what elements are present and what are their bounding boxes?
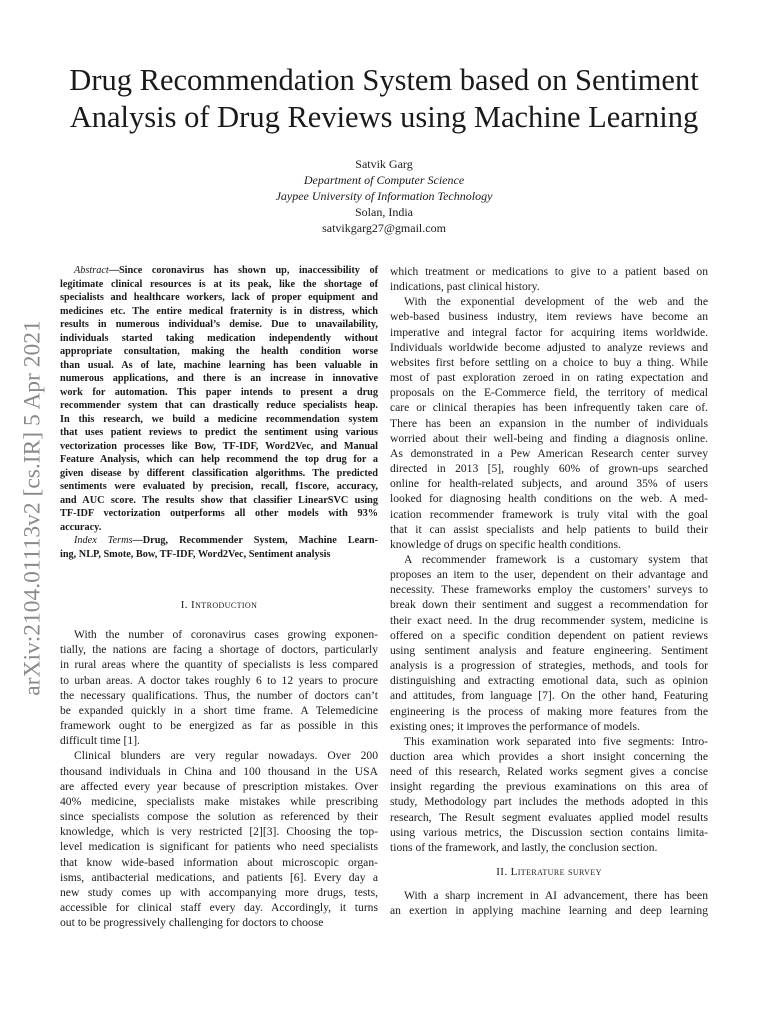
literature-paragraph-1: [390, 888, 708, 918]
author-department: Department of Computer Science: [303, 173, 465, 187]
title-line: Drug Recommendation System based on Sentiment: [69, 63, 699, 97]
text-line: Feature Analysis, which can help recommend the top drug for a: [60, 454, 378, 465]
text-line-rest: —Since coronavirus has shown up, inaccessibility of: [108, 265, 378, 276]
text-line: need of this research, Related works segment gives a concise: [390, 765, 708, 779]
text-line: With a sharp increment in AI advancement, there has been: [404, 889, 708, 903]
text-line: given disease by different classification algorithms. The predicted: [60, 467, 378, 479]
text-line: and attitudes, from language [7]. On the other hand, Featuring: [390, 689, 708, 703]
text-line: research, The Result segment evaluates applied model results: [390, 810, 708, 824]
text-line: medicines etc. The entire medical fraternity is in distress, which: [60, 305, 378, 317]
title-line: Analysis of Drug Reviews using Machine Learning: [69, 100, 699, 134]
left-column: [60, 264, 378, 930]
text-line: specialists and healthcare workers, lack of proper equipment and: [60, 292, 378, 303]
text-line: than usual. As of late, machine learning has been valuable in: [60, 359, 378, 371]
text-line: necessity. These frameworks employ the customers’ surveys to: [390, 583, 708, 597]
text-line: worried about their well-being and finding a diagnosis online.: [390, 431, 708, 445]
text-line: proposes an item to the user, dependent on their advantage and: [390, 568, 708, 582]
text-line: that uses patient reviews to predict the sentiment using various: [60, 427, 378, 438]
text-line: There has been an expansion in the number of individuals: [390, 416, 708, 430]
text-line: indications, past clinical history.: [390, 280, 540, 294]
text-line: their exact need. In the drug recommender system, medicine is: [390, 613, 708, 627]
text-line: ing, NLP, Smote, Bow, TF-IDF, Word2Vec, Sentiment analysis: [60, 548, 331, 560]
text-line-rest: —Drug, Recommender System, Machine Learn-: [132, 535, 379, 546]
text-line: study, Methodology part includes the methods adopted in this: [390, 795, 708, 809]
text-line: In this research, we build a medicine recommendation system: [60, 413, 378, 425]
text-line: results in numerous individual’s demise. Due to unavailability,: [60, 319, 378, 330]
text-line: isms, antibacterial medications, and patients [6]. Every day a: [60, 870, 378, 884]
intro-paragraph-4: [390, 552, 708, 734]
text-line: new study comes up with accompanying more drugs, tests,: [60, 885, 378, 899]
text-line: analysis is a progression of strategies, methods, and tools for: [390, 659, 708, 673]
text-line: that know wide-based information about microscopic organ-: [60, 855, 378, 869]
text-line: be expanded quickly in a short time frame. A Telemedicine: [60, 703, 378, 717]
author-location: Solan, India: [355, 205, 413, 219]
text-line: care or clinical therapies has been infrequently taken care of.: [390, 401, 708, 415]
author-email: satvikgarg27@gmail.com: [322, 221, 446, 235]
text-line: and AUC score. The results show that classifier LinearSVC using: [60, 494, 378, 506]
index-terms-label: Index Terms: [74, 535, 133, 546]
text-line: [60, 534, 378, 548]
text-line: ication recommender framework is truly vital with the goal: [390, 507, 708, 521]
text-line: tially, the nations are facing a shortage of doctors, particularly: [60, 643, 378, 657]
paper-title: [0, 62, 768, 136]
text-line: sentiments were evaluated by precision, recall, f1score, accuracy,: [60, 481, 378, 492]
text-line: out to be progressively challenging for doctors to choose: [60, 916, 324, 930]
intro-paragraph-5: [390, 734, 708, 855]
text-line: framework ought to be energized as far as possible in this: [60, 719, 378, 733]
text-line: directed in 2013 [5], roughly 60% of grown-ups searched: [390, 462, 708, 476]
author-name: Satvik Garg: [355, 157, 413, 171]
abstract: [60, 264, 378, 561]
text-line: With the number of coronavirus cases growing exponen-: [74, 628, 378, 642]
intro-paragraph-1: [60, 627, 378, 748]
abstract-label: Abstract: [74, 265, 109, 276]
text-line: are affected every year because of prescription mistakes. Over: [60, 779, 378, 793]
abstract-body: [60, 264, 378, 534]
text-line: offered on a specific condition dependent on patient reviews: [390, 628, 708, 642]
intro-paragraph-3: [390, 294, 708, 552]
text-line: legitimate clinical resources is at its peak, like the shortage of: [60, 278, 378, 290]
text-line: level medication is significant for patients who need specialists: [60, 840, 378, 854]
text-line: tions of the framework, and lastly, the conclusion section.: [390, 840, 658, 854]
text-line: looked for diagnosing health conditions on the web. A med-: [390, 492, 708, 506]
text-line: which treatment or medications to give to a patient based on: [390, 265, 708, 278]
text-line: A recommender framework is a customary system that: [404, 552, 708, 566]
text-line: duction area which provides a short insight concerning the: [390, 750, 708, 763]
text-line: using various metrics, the Discussion section contains limita-: [390, 825, 708, 839]
text-line: accessible for clinical staff every day. Accordingly, it turns: [60, 900, 378, 914]
intro-continued: [390, 264, 708, 294]
text-line: 40% medicine, specialists make mistakes while prescribing: [60, 794, 378, 808]
text-line: online for health-related subjects, and around 35% of users: [390, 477, 708, 491]
arxiv-identifier: [13, 288, 53, 728]
text-line: in rural areas where the quantity of specialists is less compared: [60, 658, 378, 672]
author-block: [0, 156, 768, 236]
text-line: difficult time [1].: [60, 734, 140, 748]
text-line: an exertion in applying machine learning and deep learning: [390, 904, 708, 918]
text-line: to urban areas. A doctor takes roughly 6 to 12 years to procure: [60, 673, 378, 687]
text-line: individuals started taking medication independently without: [60, 332, 378, 344]
arxiv-id-text: arXiv:2104.01113v2 [cs.IR] 5 Apr 2021: [19, 320, 46, 696]
author-university: Jaypee University of Information Technology: [275, 189, 493, 203]
text-line: existing ones; it improves the performance of models.: [390, 719, 640, 733]
text-line: TF-IDF vectorization outperforms all other models with 93%: [60, 508, 378, 519]
text-line: insight regarding the previous examinations on this area of: [390, 780, 708, 794]
text-line: This examination work separated into five segments: Intro-: [404, 734, 708, 748]
text-line: since specialists compose the solution as referenced by their: [60, 810, 378, 824]
intro-paragraph-2: [60, 748, 378, 930]
text-line: proposals on the E-Commerce field, the territory of medical: [390, 386, 708, 400]
text-line: imperative and integral factor for acquiring items worldwide.: [390, 325, 708, 339]
text-line: recommender system that can drastically reduce specialists heap.: [60, 400, 378, 411]
text-line: break down their sentiment and suggest a recommendation for: [390, 598, 708, 612]
text-line: numerous applications, and there is an increase in innovative: [60, 373, 378, 384]
text-line: most of past exploration zeroed in on rating expectation and: [390, 371, 708, 385]
right-column: [390, 264, 708, 919]
text-line: using sentiment analysis and feature engineering. Sentiment: [390, 643, 708, 657]
text-line: engineering is the process of making more features from the: [390, 704, 708, 718]
text-line: the necessary qualifications. Thus, the number of doctors can’t: [60, 688, 378, 702]
text-line: Individuals worldwide become adjusted to analyze reviews and: [390, 340, 708, 354]
section-heading-literature-survey: II. Literature survey: [496, 866, 602, 879]
text-line: appropriate consultation, making the health condition worse: [60, 346, 378, 357]
text-line: vectorization processes like Bow, TF-IDF, Word2Vec, and Manual: [60, 440, 378, 452]
text-line: web-based business industry, item reviews have become an: [390, 310, 708, 324]
text-line: With the exponential development of the web and the: [404, 295, 708, 309]
text-line: distinguishing and extracting emotional data, such as opinion: [390, 674, 708, 688]
text-line: knowledge, which is very restricted [2][3]. Choosing the top-: [60, 825, 378, 839]
text-line: accuracy.: [60, 521, 102, 533]
text-line: websites first before settling on a choice to buy a thing. While: [390, 355, 708, 369]
text-line: [60, 264, 378, 278]
section-heading-introduction: I. Introduction: [180, 599, 258, 611]
text-line: Clinical blunders are very regular nowadays. Over 200: [74, 749, 378, 763]
text-line: thousand individuals in China and 100 thousand in the USA: [60, 764, 378, 778]
text-line: work for automation. This paper intends to present a drug: [60, 386, 378, 398]
text-line: As demonstrated in a Pew American Research center survey: [390, 446, 708, 460]
text-line: knowledge of drugs on specific health conditions.: [390, 537, 621, 551]
text-line: that it can assist specialists and help patients to build their: [390, 522, 708, 536]
index-terms: [60, 534, 378, 561]
